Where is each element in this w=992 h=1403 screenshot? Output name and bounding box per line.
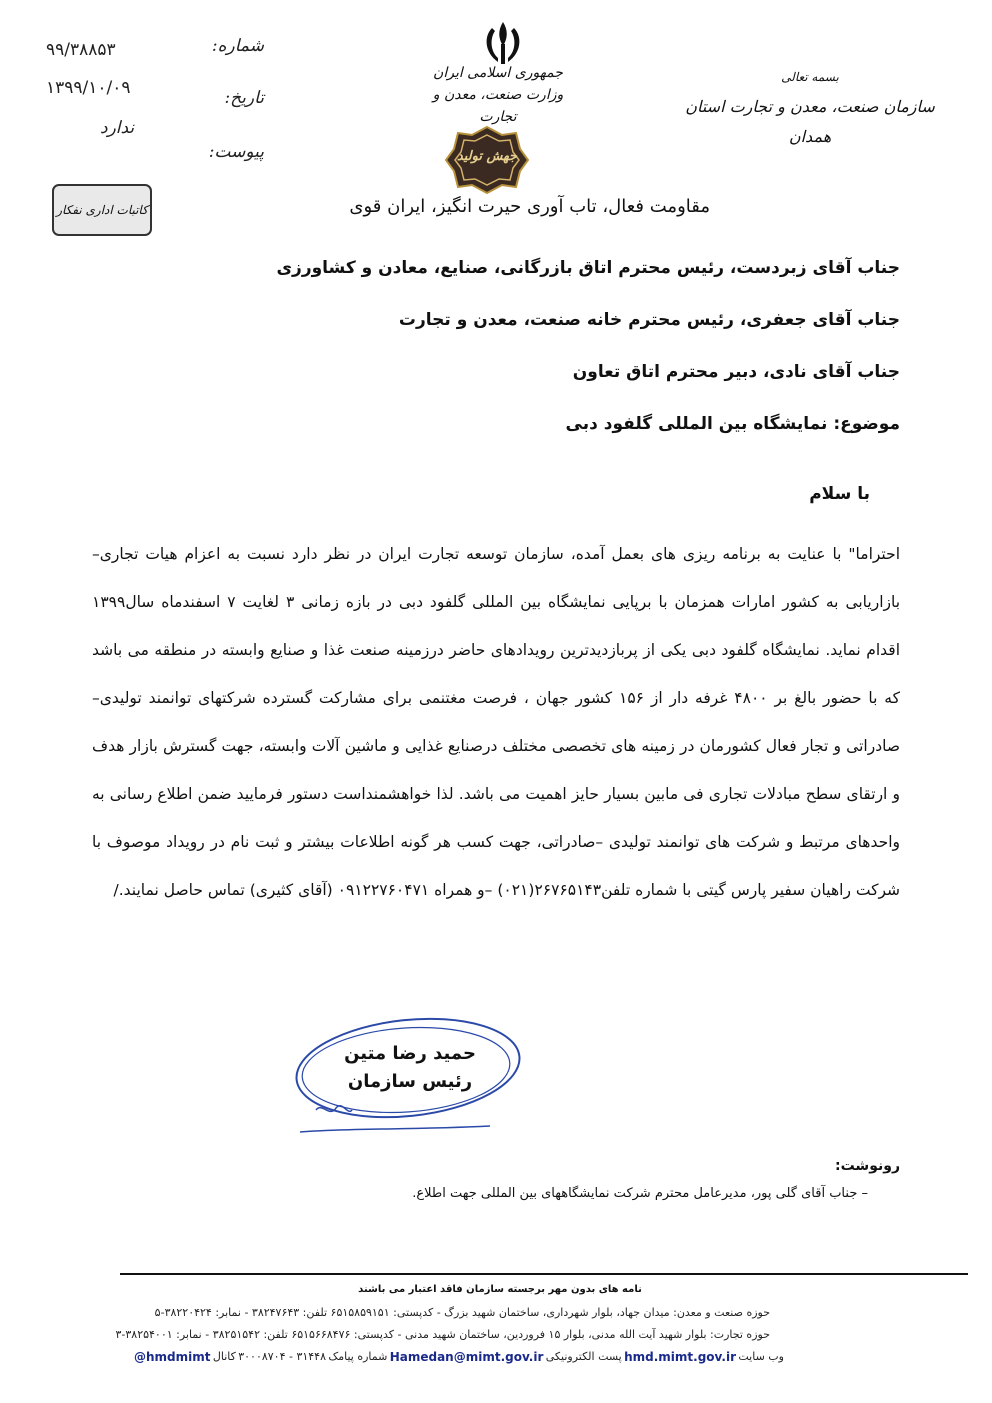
- footer-address-trade: حوزه تجارت: بلوار شهید آیت الله مدنی، بلوار ۱۵ فروردین، ساختمان شهید مدنی - کدپستی: ۶۵۱۵۶۶۸۴۷۶ تلفن: ۳۸۲۵۱۵۴۲ - نمابر: ۳۸۲۵۴۰۰۱-۳: [115, 1328, 770, 1341]
- footer-email[interactable]: Hamedan@mimt.gov.ir: [389, 1350, 544, 1364]
- footer-website-label: وب سایت: [738, 1350, 784, 1363]
- date-label: تاریخ:: [224, 88, 264, 108]
- attachment-value: ندارد: [100, 118, 135, 138]
- slogan: مقاومت فعال، تاب آوری حیرت انگیز، ایران قوی: [349, 196, 710, 217]
- republic-line: جمهوری اسلامی ایران: [433, 65, 563, 81]
- footer-sms-label: شماره پیامک: [328, 1350, 388, 1363]
- footer-website[interactable]: hmd.mimt.gov.ir: [624, 1350, 736, 1364]
- ministry-line: وزارت صنعت، معدن و تجارت: [432, 87, 564, 125]
- letter-body: [92, 530, 900, 914]
- footer-address-industry: حوزه صنعت و معدن: میدان جهاد، بلوار شهرداری، ساختمان شهید بزرگ - کدپستی: ۶۵۱۵۸۵۹۱۵۱ تلفن: ۳۸۲۴۷۶۴۳ - نمابر: ۳۸۲۲۰۴۲۴-۵: [154, 1306, 770, 1319]
- organization-name: سازمان صنعت، معدن و تجارت استان همدان: [685, 97, 935, 146]
- addressee-1: جناب آقای زبردست، رئیس محترم اتاق بازرگانی، صنایع، معادن و کشاورزی: [276, 258, 900, 278]
- cc-title: رونوشت:: [835, 1158, 900, 1174]
- footer-divider: [120, 1273, 968, 1275]
- signatory-title: رئیس سازمان: [347, 1071, 473, 1092]
- signatory-name: حمید رضا متین: [344, 1043, 476, 1064]
- bismillah: بسمه تعالی: [781, 70, 839, 84]
- greeting: با سلام: [809, 484, 870, 504]
- footer-note: نامه های بدون مهر برجسته سازمان فاقد اعتبار می باشند: [358, 1284, 642, 1295]
- footer-contacts: [134, 1350, 784, 1364]
- letter-date: ۱۳۹۹/۱۰/۰۹: [46, 78, 131, 98]
- number-label: شماره:: [211, 36, 264, 56]
- stamp-text: کاتبات اداری نفکار: [56, 203, 148, 217]
- attachment-label: پیوست:: [208, 142, 264, 162]
- cc-item: – جناب آقای گلی پور، مدیرعامل محترم شرکت نمایشگاههای بین المللی جهت اطلاع.: [412, 1186, 868, 1201]
- signatory: [300, 1040, 520, 1096]
- footer-channel-label: کانال: [212, 1350, 236, 1363]
- footer-channel[interactable]: @hmdmimt: [134, 1350, 211, 1364]
- organization-title: [680, 62, 940, 152]
- admin-office-stamp: [52, 184, 152, 236]
- letter-number: ۹۹/۳۸۸۵۳: [46, 40, 116, 60]
- addressee-3: جناب آقای نادی، دبیر محترم اتاق تعاون: [572, 362, 900, 382]
- footer-email-label: پست الکترونیکی: [545, 1350, 622, 1363]
- subject-line: موضوع: نمایشگاه بین المللی گلفود دبی: [565, 414, 900, 434]
- footer-sms: ۳۰۰۰۸۷۰۴ - ۳۱۴۴۸: [238, 1350, 326, 1363]
- body-paragraph: احتراما" با عنایت به برنامه ریزی های بعمل آمده، سازمان توسعه تجارت ایران در نظر دارد نسبت به اعزام هیات تجاری– بازاریابی به کشور امارات همزمان با برپایی نمایشگاه بین المللی گلفود دبی در بازه زمانی ۳ لغایت ۷ اسفندماه سال۱۳۹۹ اقدام نماید. نمایشگاه گلفود دبی یکی از پربازدیدترین رویدادهای حاضر درزمینه صنعت غذا و صنایع وابسته در منطقه می باشد که با حضور بالغ بر ۴۸۰۰ غرفه دار از ۱۵۶ کشور جهان ، فرصت مغتنمی برای مشارکت گسترده شرکتهای توانمند تولیدی– صادراتی و تجار فعال کشورمان در زمینه های تخصصی مختلف درصنایع غذایی و ماشین آلات وابسته، جهت گسترش بازار هدف و ارتقای سطح مبادلات تجاری فی مابین بسیار حایز اهمیت می باشد. لذا خواهشمنداست دستور فرمایید ضمن اطلاع رسانی به واحدهای مرتبط و شرکت های توانمند تولیدی –صادراتی، جهت کسب هر گونه اطلاعات بیشتر و ثبت نام در رویداد موصوف با شرکت راهیان سفیر پارس گیتی با شماره تلفن۲۶۷۶۵۱۴۳(۰۲۱) –و همراه ۰۹۱۲۲۷۶۰۴۷۱ (آقای کثیری) تماس حاصل نمایند./: [92, 545, 901, 899]
- addressee-2: جناب آقای جعفری، رئیس محترم خانه صنعت، معدن و تجارت: [398, 310, 900, 330]
- ministry-title: [418, 62, 578, 128]
- production-leap-seal: [444, 125, 530, 195]
- seal-text: جهش تولید: [456, 149, 518, 164]
